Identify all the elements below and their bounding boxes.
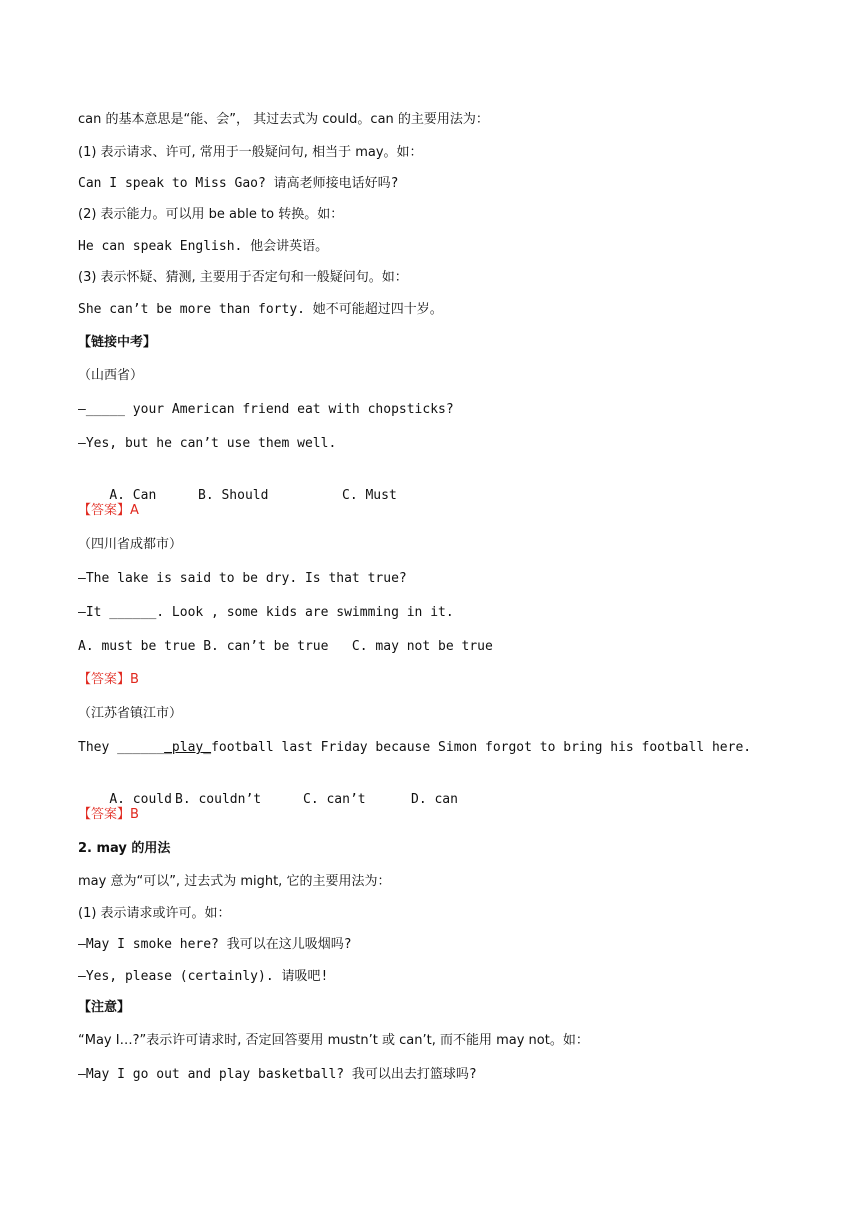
text-line: (3) 表示怀疑、猜测, 主要用于否定句和一般疑问句。如： bbox=[78, 270, 408, 285]
option-a: A. Can bbox=[109, 488, 157, 503]
question-text: football last Friday because Simon forgot to bring his football here. bbox=[211, 740, 752, 755]
section-heading: 【链接中考】 bbox=[78, 335, 157, 350]
text-line: (1) 表示请求、许可, 常用于一般疑问句, 相当于 may。如： bbox=[78, 145, 423, 160]
section-title: 2. may 的用法 bbox=[78, 841, 171, 856]
filled-blank: _play_ bbox=[164, 740, 212, 755]
answer-label: 【答案】B bbox=[78, 807, 139, 822]
text-line: may 意为“可以”, 过去式为 might, 它的主要用法为： bbox=[78, 874, 391, 889]
question-source: （山西省） bbox=[78, 368, 144, 383]
question-line: —_____ your American friend eat with chopsticks? bbox=[78, 402, 454, 417]
text-line: “May I…?”表示许可请求时, 否定回答要用 mustn’t 或 can’t, 而不能用 may not。如： bbox=[78, 1033, 589, 1048]
text-line: —Yes, please (certainly). 请吸吧! bbox=[78, 969, 329, 984]
option-a: A. could bbox=[109, 792, 172, 807]
answer-label: 【答案】A bbox=[78, 503, 139, 518]
option-b: B. couldn’t bbox=[175, 792, 262, 807]
question-line: —Yes, but he can’t use them well. bbox=[78, 436, 337, 451]
question-line: —The lake is said to be dry. Is that true? bbox=[78, 571, 407, 586]
text-line: —May I smoke here? 我可以在这儿吸烟吗? bbox=[78, 937, 352, 952]
question-line bbox=[78, 739, 751, 757]
option-c: C. can’t bbox=[303, 792, 366, 807]
question-source: （四川省成都市） bbox=[78, 537, 183, 552]
question-line: —It ______. Look , some kids are swimming in it. bbox=[78, 605, 454, 620]
text-line: can 的基本意思是“能、会”， 其过去式为 could。can 的主要用法为： bbox=[78, 112, 489, 127]
question-text: They ______ bbox=[78, 740, 165, 755]
note-heading: 【注意】 bbox=[78, 1000, 131, 1015]
text-line: —May I go out and play basketball? 我可以出去打篮球吗? bbox=[78, 1067, 477, 1082]
text-line: (2) 表示能力。可以用 be able to 转换。如： bbox=[78, 207, 344, 222]
option-c: C. Must bbox=[342, 488, 397, 503]
option-b: B. Should bbox=[198, 488, 269, 503]
text-line: Can I speak to Miss Gao? 请高老师接电话好吗? bbox=[78, 176, 399, 191]
text-line: (1) 表示请求或许可。如： bbox=[78, 906, 231, 921]
text-line: She can’t be more than forty. 她不可能超过四十岁。 bbox=[78, 302, 443, 317]
text-line: He can speak English. 他会讲英语。 bbox=[78, 239, 329, 254]
answer-label: 【答案】B bbox=[78, 672, 139, 687]
question-options: A. must be true B. can’t be true C. may not be true bbox=[78, 639, 493, 654]
option-d: D. can bbox=[411, 792, 458, 807]
question-source: （江苏省镇江市） bbox=[78, 706, 183, 721]
